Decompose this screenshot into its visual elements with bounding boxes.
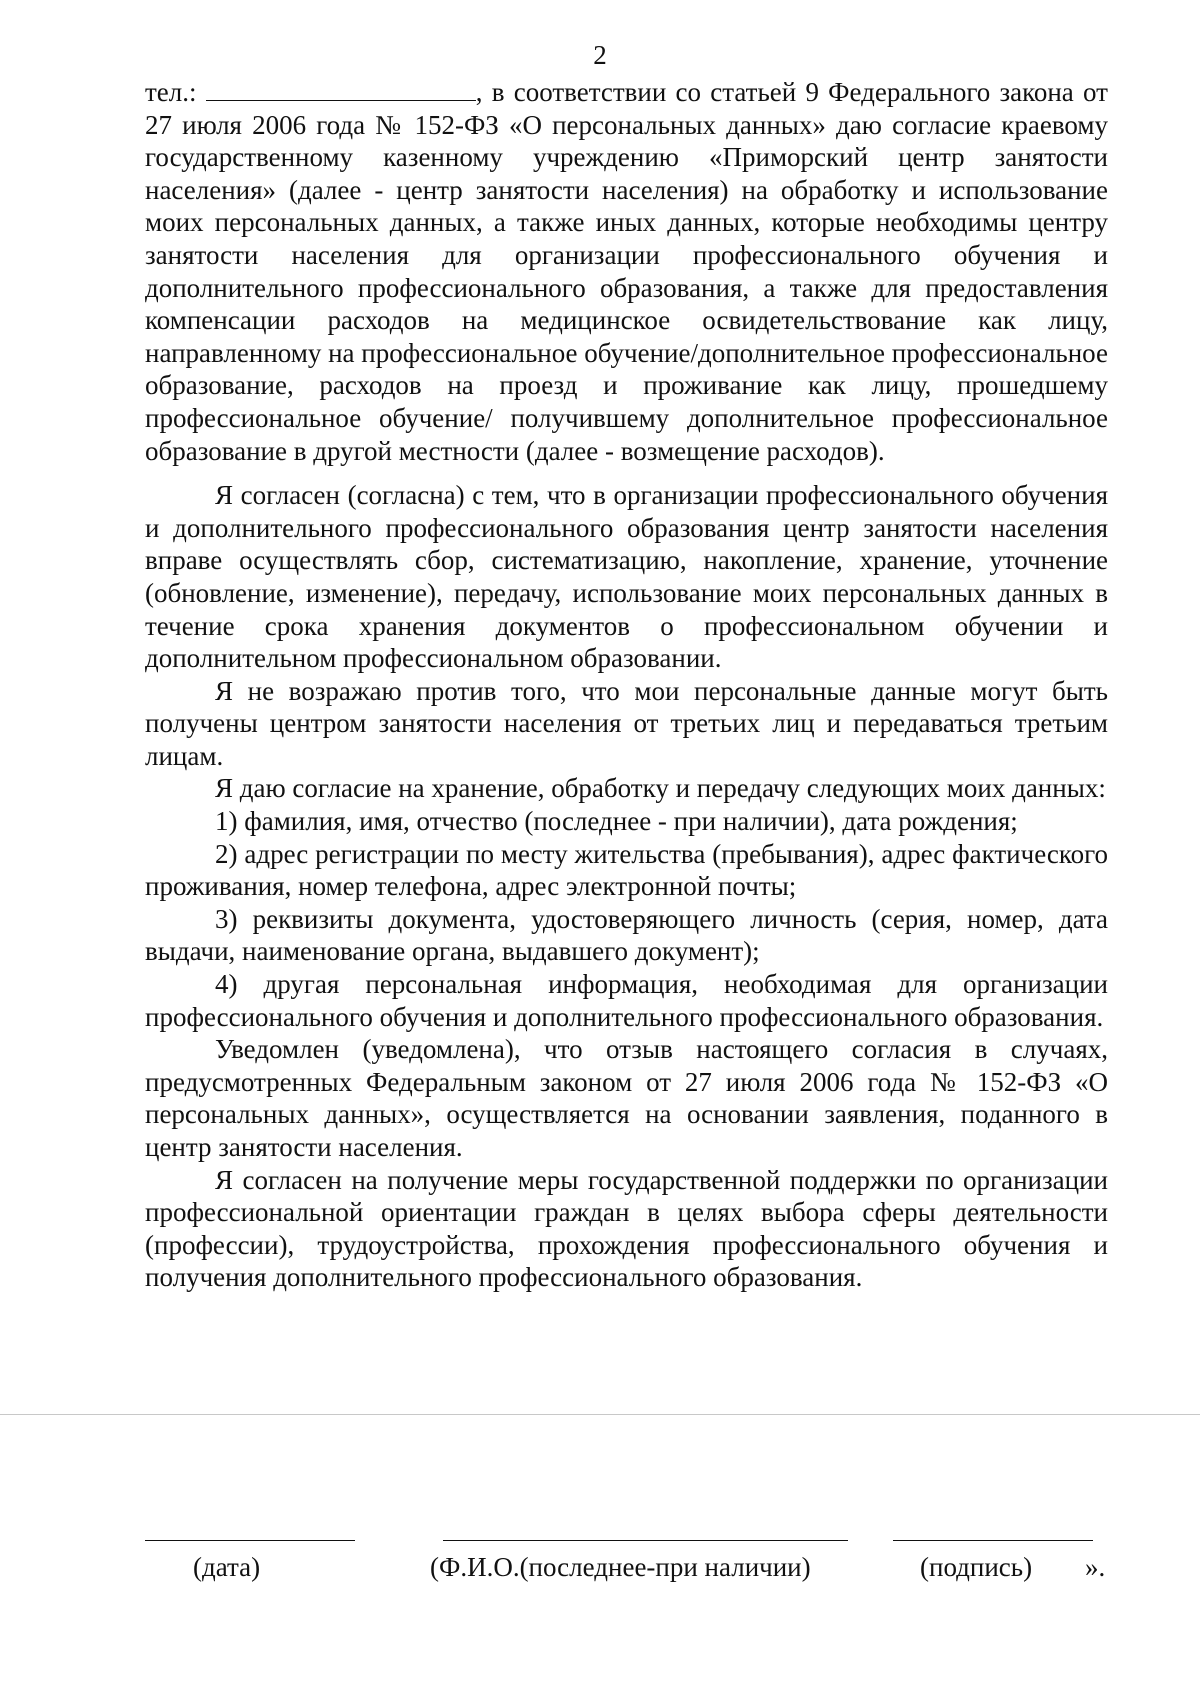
name-line[interactable] bbox=[443, 1540, 848, 1541]
page-number: 2 bbox=[593, 40, 607, 70]
intro-text: , в соответствии со статьей 9 Федерального закона от 27 июля 2006 года № 152-ФЗ «О персональных данных» даю согласие краевому государственному казенному учреждению «Приморский центр занятости населения» (далее - центр занятости населения) на обработку и использование моих персональных данных, а также иных данных, которые необходимы центру занятости населения для организации профессионального обучения и дополнительного профессионального образования, а также для предоставления компенсации расходов на медицинское освидетельствование как лицу, направленному на профессиональное обучение/дополнительное профессиональное образование, расходов на проезд и проживание как лицу, прошедшему профессиональное обучение/ получившему дополнительное профессиональное образование в другой местности (далее - возмещение расходов). bbox=[145, 77, 1108, 466]
signature-line[interactable] bbox=[893, 1540, 1093, 1541]
list-item-address: 2) адрес регистрации по месту жительства (пребывания), адрес фактического проживания, номер телефона, адрес электронной почты; bbox=[145, 838, 1108, 902]
intro-paragraph bbox=[145, 76, 1108, 467]
date-label: (дата) bbox=[193, 1552, 261, 1582]
document-body bbox=[145, 76, 1108, 1294]
signature-label: (подпись) bbox=[920, 1552, 1033, 1582]
paragraph-data-list-intro: Я даю согласие на хранение, обработку и передачу следующих моих данных: bbox=[215, 773, 1106, 804]
paragraph-career-guidance: Я согласен на получение меры государственной поддержки по организации профессиональной ориентации граждан в целях выбора сферы деятельности (профессии), трудоустройства, прохождения профессионального обучения и получения дополнительного профессионального образования. bbox=[145, 1164, 1108, 1293]
closing-quote: ». bbox=[1085, 1552, 1106, 1582]
paragraph-consent-processing: Я согласен (согласна) с тем, что в организации профессионального обучения и дополнительного профессионального образования центр занятости населения вправе осуществлять сбор, систематизацию, накопление, хранение, уточнение (обновление, изменение), передачу, использование моих персональных данных в течение срока хранения документов о профессиональном обучении и дополнительном профессиональном образовании. bbox=[145, 480, 1108, 674]
name-label: (Ф.И.О.(последнее-при наличии) bbox=[430, 1552, 811, 1582]
scan-artifact-line bbox=[0, 1414, 1200, 1415]
phone-blank-field[interactable] bbox=[206, 78, 476, 101]
phone-label: тел.: bbox=[145, 77, 206, 107]
paragraph-third-parties: Я не возражаю против того, что мои персональные данные могут быть получены центром занятости населения от третьих лиц и передаваться третьим лицам. bbox=[145, 675, 1108, 771]
list-item-other-info: 4) другая персональная информация, необходимая для организации профессионального обучения и дополнительного профессионального образования. bbox=[145, 969, 1108, 1032]
date-line[interactable] bbox=[145, 1540, 355, 1541]
list-item-fio: 1) фамилия, имя, отчество (последнее - при наличии), дата рождения; bbox=[215, 806, 1018, 837]
paragraph-withdrawal: Уведомлен (уведомлена), что отзыв настоящего согласия в случаях, предусмотренных Федеральным законом от 27 июля 2006 года № 152-ФЗ «О персональных данных», осуществляется на основании заявления, поданного в центр занятости населения. bbox=[145, 1034, 1108, 1162]
list-item-id-document: 3) реквизиты документа, удостоверяющего личность (серия, номер, дата выдачи, наименование органа, выдавшего документ); bbox=[145, 903, 1108, 967]
